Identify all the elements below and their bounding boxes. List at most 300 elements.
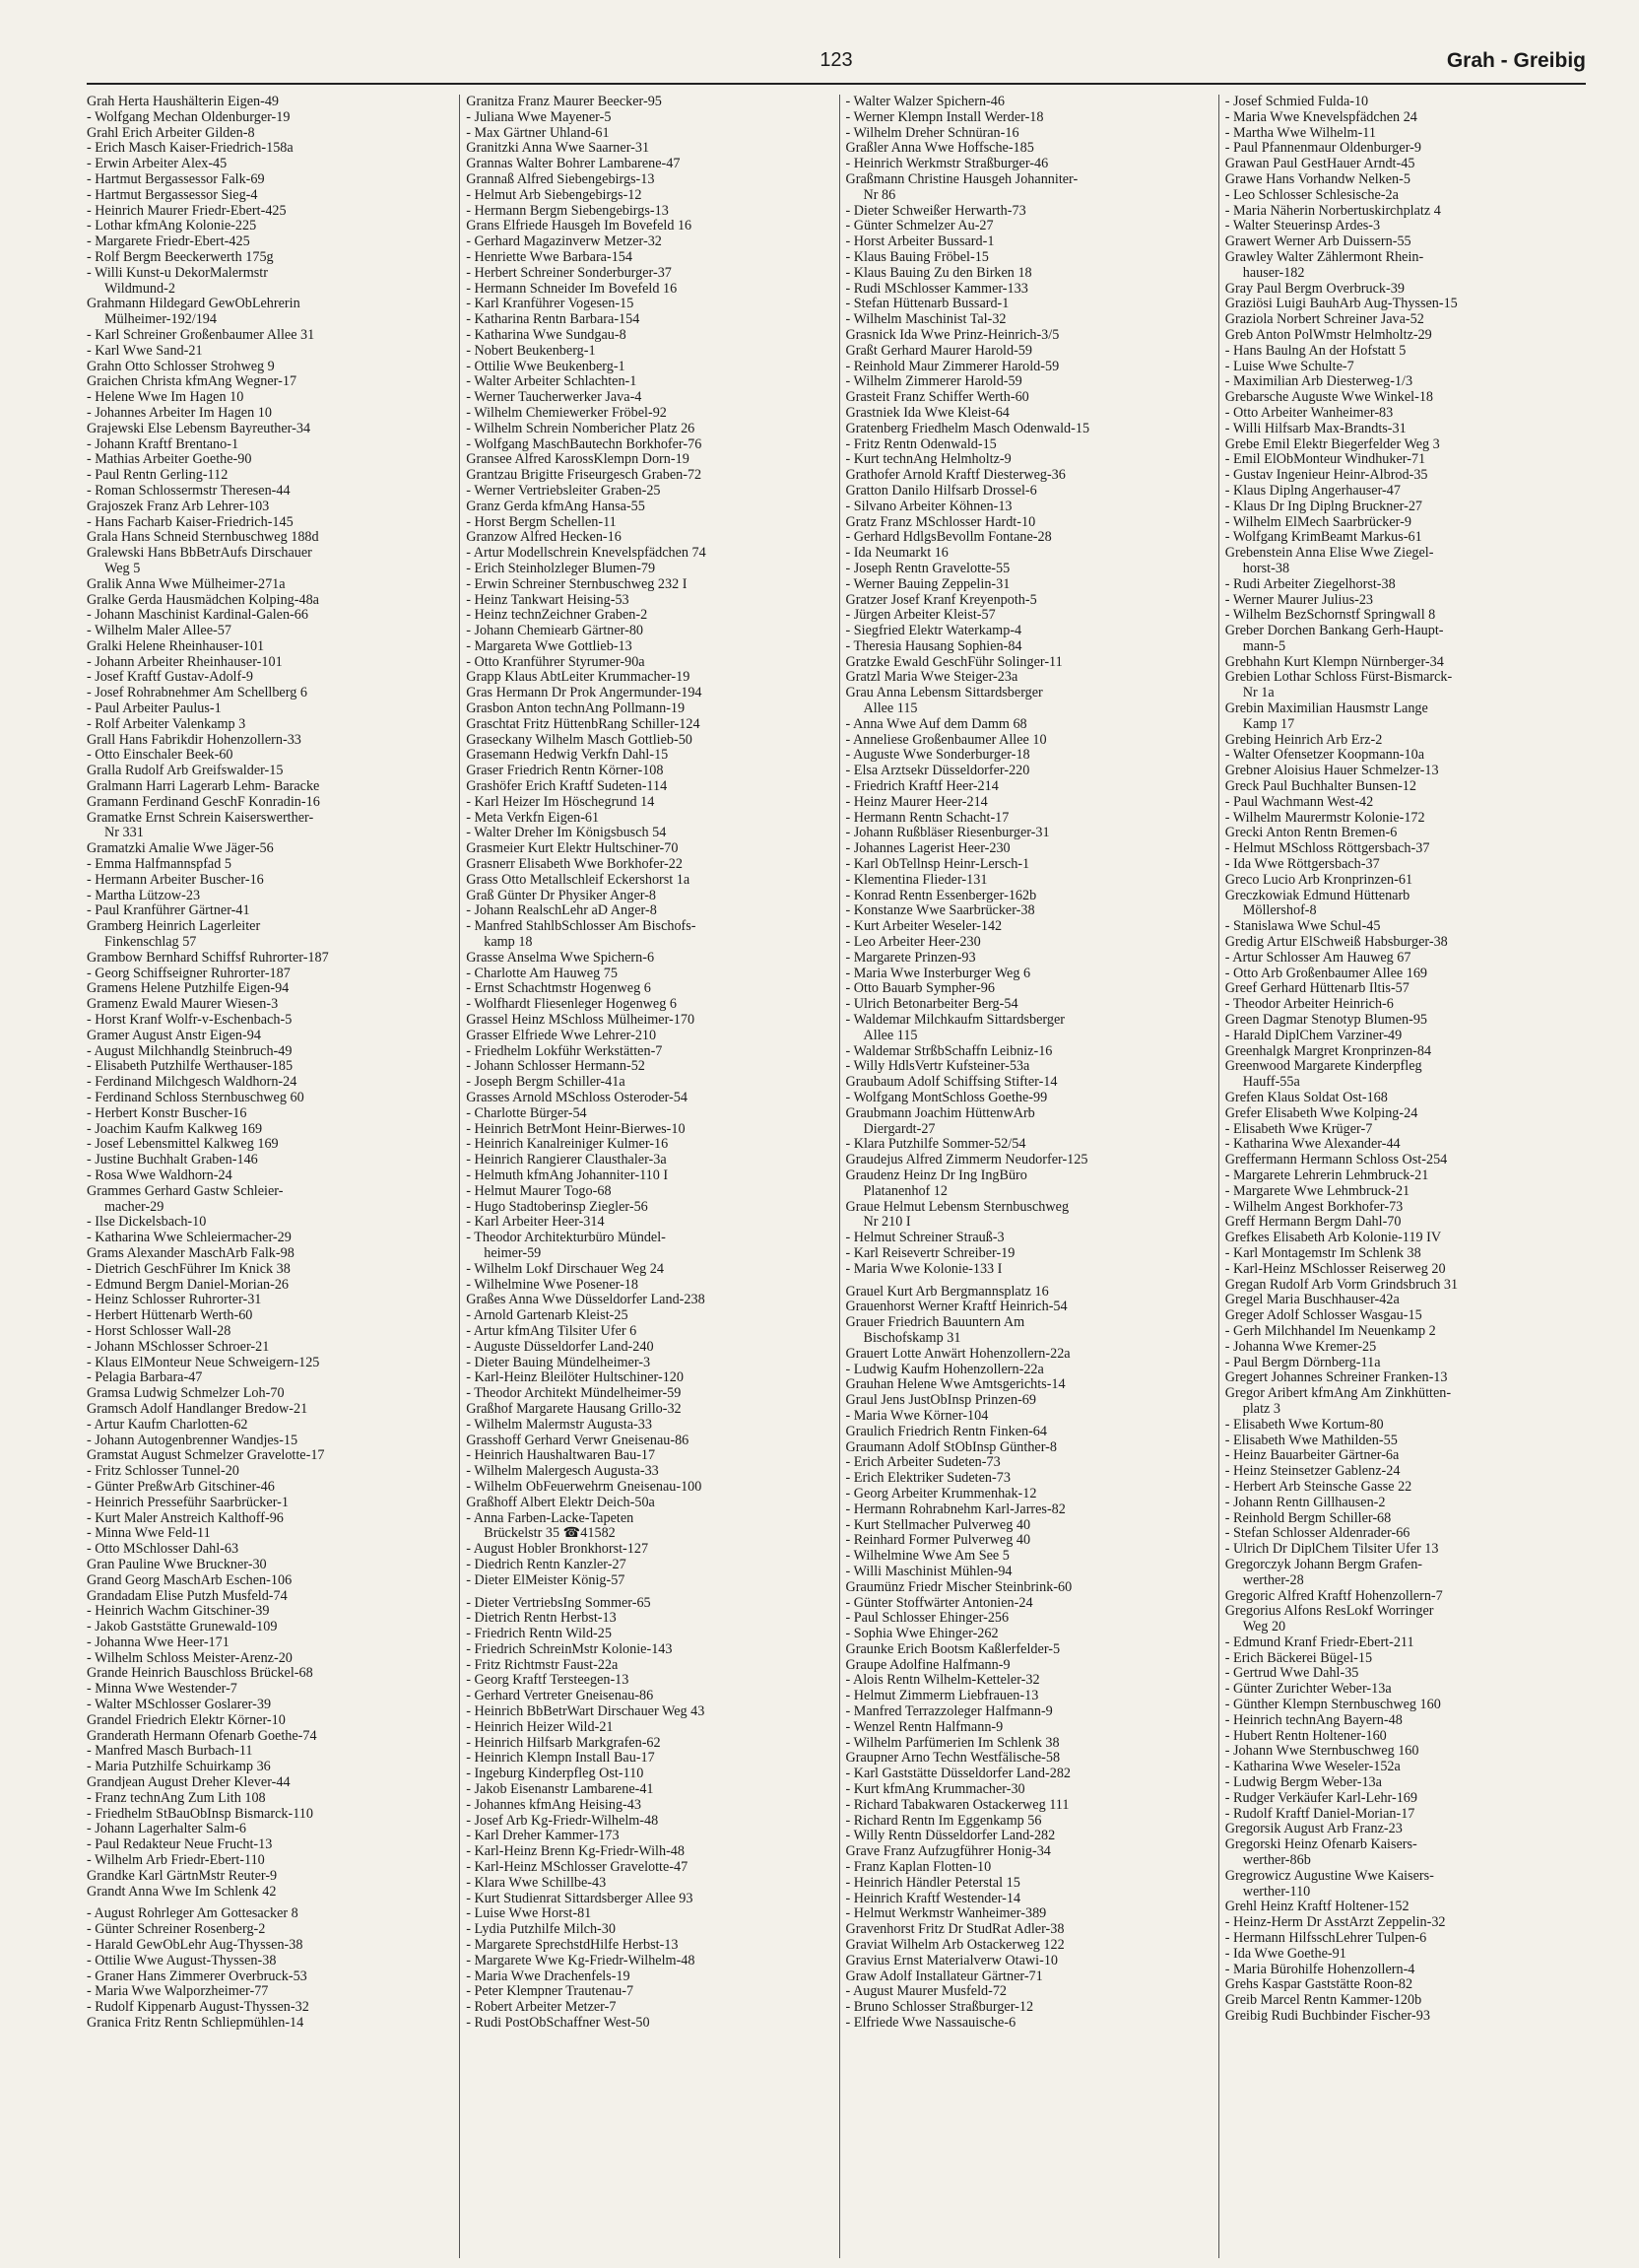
directory-entry: - Luise Wwe Horst-81: [466, 1905, 592, 1922]
directory-entry: - Helmut MSchloss Röttgersbach-37: [1224, 840, 1430, 857]
directory-entry: - Gerhard Magazinverw Metzer-32: [466, 233, 662, 250]
directory-entry: - Hans Baulng An der Hofstatt 5: [1224, 342, 1407, 359]
directory-entry: - Bruno Schlosser Straßburger-12: [845, 1999, 1034, 2016]
directory-entry: Graumann Adolf StObInsp Günther-8: [845, 1438, 1057, 1455]
directory-entry: Weg 20: [1242, 1619, 1286, 1635]
directory-entry: Graschtat Fritz HüttenbRang Schiller-124: [466, 715, 700, 732]
directory-entry: - Dieter Schweißer Herwarth-73: [845, 202, 1026, 219]
directory-entry: - Wilhelm Chemiewerker Fröbel-92: [466, 404, 667, 421]
directory-entry: Greck Paul Buchhalter Bunsen-12: [1224, 778, 1416, 795]
directory-entry: - Heinrich Maurer Friedr-Ebert-425: [87, 202, 287, 219]
directory-entry: Graubaum Adolf Schiffsing Stifter-14: [845, 1074, 1058, 1091]
directory-entry: - Minna Wwe Feld-11: [87, 1525, 211, 1542]
directory-entry: - Erwin Arbeiter Alex-45: [87, 156, 228, 172]
directory-entry: - Hermann Rentn Schacht-17: [845, 809, 1010, 826]
directory-entry: - Georg Arbeiter Krummenhak-12: [845, 1485, 1037, 1501]
header-rule: [87, 83, 1586, 85]
directory-entry: - Elisabeth Wwe Krüger-7: [1224, 1120, 1373, 1137]
directory-entry: - Waldemar Milchkaufm Sittardsberger: [845, 1012, 1066, 1029]
directory-entry: - Rolf Arbeiter Valenkamp 3: [87, 715, 246, 732]
directory-entry: - Ulrich Betonarbeiter Berg-54: [845, 996, 1018, 1013]
directory-entry: - Klaus ElMonteur Neue Schweigern-125: [87, 1354, 320, 1370]
directory-entry: - Wilhelmine Wwe Am See 5: [845, 1548, 1010, 1565]
directory-entry: platz 3: [1242, 1400, 1280, 1417]
directory-entry: Grasmeier Kurt Elektr Hultschiner-70: [466, 840, 679, 857]
directory-entry: Grefen Klaus Soldat Ost-168: [1224, 1090, 1388, 1105]
directory-entry: Graue Helmut Lebensm Sternbuschweg: [845, 1198, 1070, 1215]
directory-entry: Gregan Rudolf Arb Vorm Grindsbruch 31: [1224, 1276, 1459, 1293]
directory-entry: Grandadam Elise Putzh Musfeld-74: [87, 1587, 288, 1604]
directory-entry: Grams Alexander MaschArb Falk-98: [87, 1244, 295, 1261]
directory-entry: - Reinhold Maur Zimmerer Harold-59: [845, 358, 1060, 374]
directory-entry: - Reinhold Bergm Schiller-68: [1224, 1509, 1392, 1526]
directory-entry: Grasteit Franz Schiffer Werth-60: [845, 389, 1029, 406]
directory-entry: - Elisabeth Wwe Mathilden-55: [1224, 1432, 1398, 1448]
directory-entry: - Dietrich Rentn Herbst-13: [466, 1610, 617, 1627]
directory-entry: - Herbert Schreiner Sonderburger-37: [466, 264, 672, 281]
directory-entry: - Henriette Wwe Barbara-154: [466, 248, 632, 265]
directory-entry: - Josef Arb Kg-Friedr-Wilhelm-48: [466, 1812, 659, 1829]
directory-entry: Grau Anna Lebensm Sittardsberger: [845, 685, 1043, 701]
directory-entry: Greenwood Margarete Kinderpfleg: [1224, 1058, 1422, 1075]
directory-entry: - Johannes kfmAng Heising-43: [466, 1796, 641, 1813]
directory-entry: - Paul Pfannenmaur Oldenburger-9: [1224, 140, 1421, 157]
directory-entry: - Johann Chemiearb Gärtner-80: [466, 623, 644, 639]
directory-entry: Green Dagmar Stenotyp Blumen-95: [1224, 1012, 1428, 1029]
directory-entry: Grebhahn Kurt Klempn Nürnberger-34: [1224, 653, 1444, 670]
directory-entry: - Horst Arbeiter Bussard-1: [845, 233, 995, 250]
directory-entry: Grebien Lothar Schloss Fürst-Bismarck-: [1224, 669, 1453, 686]
directory-entry: Nr 1a: [1242, 685, 1275, 701]
directory-entry: Gralki Helene Rheinhauser-101: [87, 637, 265, 654]
directory-entry: - Wilhelm Parfümerien Im Schlenk 38: [845, 1734, 1060, 1751]
directory-entry: Gray Paul Bergm Overbruck-39: [1224, 280, 1405, 297]
directory-entry: - Hans Facharb Kaiser-Friedrich-145: [87, 513, 294, 530]
directory-entry: Graviat Wilhelm Arb Ostackerweg 122: [845, 1937, 1065, 1954]
directory-entry: - Leo Arbeiter Heer-230: [845, 934, 981, 951]
directory-entry: - Paul Bergm Dörnberg-11a: [1224, 1354, 1381, 1370]
directory-entry: Graßler Anna Wwe Hoffsche-185: [845, 140, 1034, 157]
directory-entry: - Maria Putzhilfe Schuirkamp 36: [87, 1759, 271, 1775]
directory-entry: Gramatke Ernst Schrein Kaiserswerther-: [87, 809, 314, 826]
directory-entry: - Lothar kfmAng Kolonie-225: [87, 218, 257, 234]
directory-entry: - Paul Arbeiter Paulus-1: [87, 700, 222, 717]
directory-entry: - Josef Rohrabnehmer Am Schellberg 6: [87, 685, 307, 701]
directory-entry: - Theodor Architekt Mündelheimer-59: [466, 1385, 682, 1402]
directory-entry: Gramstat August Schmelzer Gravelotte-17: [87, 1447, 325, 1464]
directory-entry: - Ilse Dickelsbach-10: [87, 1214, 207, 1231]
directory-entry: Grasse Anselma Wwe Spichern-6: [466, 949, 655, 966]
directory-entry: - Karl Arbeiter Heer-314: [466, 1214, 605, 1231]
directory-entry: - Margarete SprechstdHilfe Herbst-13: [466, 1937, 679, 1954]
directory-entry: - Meta Verkfn Eigen-61: [466, 809, 600, 826]
directory-entry: - Josef Schmied Fulda-10: [1224, 95, 1369, 109]
directory-entry: - Kurt kfmAng Krummacher-30: [845, 1781, 1025, 1798]
directory-entry: - Wilhelm Malergesch Augusta-33: [466, 1463, 659, 1480]
directory-entry: - Wolfgang MontSchloss Goethe-99: [845, 1090, 1048, 1105]
directory-entry: - Martha Wwe Wilhelm-11: [1224, 124, 1376, 141]
directory-entry: - Charlotte Am Hauweg 75: [466, 965, 618, 981]
directory-entry: - Katharina Rentn Barbara-154: [466, 311, 640, 328]
directory-entry: Grajoszek Franz Arb Lehrer-103: [87, 498, 270, 514]
directory-entry: Grawan Paul GestHauer Arndt-45: [1224, 156, 1415, 172]
directory-entry: Gregorczyk Johann Bergm Grafen-: [1224, 1556, 1423, 1572]
directory-entry: Grannas Walter Bohrer Lambarene-47: [466, 156, 681, 172]
directory-entry: - Johann Maschinist Kardinal-Galen-66: [87, 607, 308, 624]
directory-entry: - Paul Wachmann West-42: [1224, 793, 1374, 810]
directory-entry: - Horst Kranf Wolfr-v-Eschenbach-5: [87, 1012, 293, 1029]
directory-entry: - Rosa Wwe Waldhorn-24: [87, 1167, 232, 1183]
directory-entry: - Paul Rentn Gerling-112: [87, 467, 229, 484]
directory-entry: Greenhalgk Margret Kronprinzen-84: [1224, 1042, 1432, 1059]
directory-entry: - Mathias Arbeiter Goethe-90: [87, 451, 252, 468]
directory-entry: - Ludwig Kaufm Hohenzollern-22a: [845, 1361, 1044, 1377]
directory-entry: - Lydia Putzhilfe Milch-30: [466, 1921, 616, 1938]
directory-entry: - Sophia Wwe Ehinger-262: [845, 1626, 999, 1642]
directory-entry: - Helene Wwe Im Hagen 10: [87, 389, 244, 406]
directory-entry: Grauer Friedrich Bauuntern Am: [845, 1314, 1025, 1331]
directory-entry: - Johanna Wwe Kremer-25: [1224, 1338, 1377, 1355]
directory-entry: Grah Herta Haushälterin Eigen-49: [87, 95, 280, 109]
directory-entry: - Gerhard HdlgsBevollm Fontane-28: [845, 529, 1052, 546]
directory-entry: - Otto MSchlosser Dahl-63: [87, 1541, 239, 1558]
directory-entry: Allee 115: [863, 700, 918, 717]
directory-entry: - Werner Taucherwerker Java-4: [466, 389, 642, 406]
directory-entry: Grapp Klaus AbtLeiter Krummacher-19: [466, 669, 690, 686]
directory-column: [459, 95, 826, 2258]
directory-entry: - Helmut Zimmerm Liebfrauen-13: [845, 1688, 1039, 1704]
directory-entry: Grasnerr Elisabeth Wwe Borkhofer-22: [466, 856, 683, 873]
directory-entry: - Waldemar StrßbSchaffn Leibniz-16: [845, 1042, 1053, 1059]
directory-entry: - Charlotte Bürger-54: [466, 1104, 587, 1121]
directory-entry: - Otto Bauarb Sympher-96: [845, 980, 995, 997]
directory-entry: - Richard Rentn Im Eggenkamp 56: [845, 1812, 1042, 1829]
directory-entry: Kamp 17: [1242, 715, 1295, 732]
directory-entry: - Wolfhardt Fliesenleger Hogenweg 6: [466, 996, 677, 1013]
directory-entry: - Erich Arbeiter Sudeten-73: [845, 1454, 1001, 1471]
directory-entry: - Richard Tabakwaren Ostackerweg 111: [845, 1796, 1070, 1813]
directory-entry: - Friedrich SchreinMstr Kolonie-143: [466, 1640, 673, 1657]
directory-entry: Graulich Friedrich Rentn Finken-64: [845, 1423, 1047, 1439]
directory-entry: - Heinrich Hilfsarb Markgrafen-62: [466, 1734, 661, 1751]
directory-entry: Diergardt-27: [863, 1120, 936, 1137]
directory-entry: Grawert Werner Arb Duissern-55: [1224, 233, 1411, 250]
directory-entry: - Kurt Arbeiter Weseler-142: [845, 918, 1003, 935]
directory-entry: - Reinhard Former Pulverweg 40: [845, 1532, 1031, 1549]
directory-entry: - Georg Kraftf Tersteegen-13: [466, 1672, 629, 1689]
directory-entry: - Heinrich Kanalreiniger Kulmer-16: [466, 1136, 669, 1153]
directory-entry: Gramens Helene Putzhilfe Eigen-94: [87, 980, 290, 997]
directory-entry: - Dieter VertriebsIng Sommer-65: [466, 1594, 651, 1611]
directory-entry: - Leo Schlosser Schlesische-2a: [1224, 186, 1399, 203]
directory-entry: - Klara Wwe Schillbe-43: [466, 1874, 607, 1891]
directory-entry: Graupner Arno Techn Westfälische-58: [845, 1750, 1061, 1767]
directory-entry: - Ottilie Wwe Beukenberg-1: [466, 358, 625, 374]
directory-entry: - Werner Bauing Zeppelin-31: [845, 575, 1011, 592]
directory-entry: - Heinrich BetrMont Heinr-Bierwes-10: [466, 1120, 686, 1137]
directory-entry: - Juliana Wwe Mayener-5: [466, 108, 612, 125]
directory-entry: - Otto Arb Großenbaumer Allee 169: [1224, 965, 1428, 981]
directory-entry: Gralewski Hans BbBetrAufs Dirschauer: [87, 545, 312, 562]
directory-entry: - Paul Schlosser Ehinger-256: [845, 1610, 1010, 1627]
directory-entry: Grahmann Hildegard GewObLehrerin: [87, 296, 300, 312]
directory-entry: - Karl-Heinz Bleilöter Hultschiner-120: [466, 1369, 684, 1386]
directory-entry: - Johann Lagerhalter Salm-6: [87, 1821, 246, 1837]
directory-entry: Grefer Elisabeth Wwe Kolping-24: [1224, 1104, 1418, 1121]
directory-entry: - Günther Klempn Sternbuschweg 160: [1224, 1697, 1441, 1713]
directory-entry: - Ida Wwe Goethe-91: [1224, 1945, 1346, 1962]
directory-entry: kamp 18: [484, 934, 533, 951]
directory-entry: - Maria Wwe Kolonie-133 I: [845, 1260, 1003, 1277]
directory-column: [87, 95, 447, 2258]
directory-entry: - Ferdinand Schloss Sternbuschweg 60: [87, 1090, 304, 1105]
directory-entry: - Ulrich Dr DiplChem Tilsiter Ufer 13: [1224, 1541, 1439, 1558]
directory-entry: - Erich Masch Kaiser-Friedrich-158a: [87, 140, 294, 157]
directory-entry: Grammes Gerhard Gastw Schleier-: [87, 1182, 284, 1199]
directory-entry: Grebe Emil Elektr Biegerfelder Weg 3: [1224, 435, 1440, 452]
directory-entry: - Heinrich Heizer Wild-21: [466, 1718, 614, 1735]
directory-entry: - Friedrich Kraftf Heer-214: [845, 778, 999, 795]
directory-entry: Graichen Christa kfmAng Wegner-17: [87, 373, 297, 390]
directory-entry: - Wilhelm Schloss Meister-Arenz-20: [87, 1649, 293, 1666]
directory-entry: Grande Heinrich Bauschloss Brückel-68: [87, 1665, 313, 1682]
directory-entry: - Heinz Steinsetzer Gablenz-24: [1224, 1463, 1401, 1480]
directory-entry: - Klaus Diplng Angerhauser-47: [1224, 482, 1401, 499]
directory-entry: - Rudi PostObSchaffner West-50: [466, 2015, 650, 2032]
directory-entry: Gregert Johannes Schreiner Franken-13: [1224, 1369, 1448, 1386]
directory-entry: - Artur kfmAng Tilsiter Ufer 6: [466, 1322, 637, 1339]
directory-entry: - Heinrich Werkmstr Straßburger-46: [845, 156, 1049, 172]
directory-entry: - Georg Schiffseigner Ruhrorter-187: [87, 965, 291, 981]
directory-entry: - Werner Maurer Julius-23: [1224, 591, 1374, 608]
directory-entry: - Maria Näherin Norbertuskirchplatz 4: [1224, 202, 1441, 219]
directory-entry: - Johanna Wwe Heer-171: [87, 1634, 229, 1650]
directory-entry: Grefkes Elisabeth Arb Kolonie-119 IV: [1224, 1230, 1442, 1246]
directory-entry: - Johann Kraftf Brentano-1: [87, 435, 239, 452]
directory-entry: - Franz Kaplan Flotten-10: [845, 1859, 992, 1876]
directory-entry: - Roman Schlossermstr Theresen-44: [87, 482, 291, 499]
directory-entry: Grave Franz Aufzugführer Honig-34: [845, 1843, 1051, 1860]
directory-entry: Graudenz Heinz Dr Ing IngBüro: [845, 1167, 1027, 1183]
directory-entry: - Anneliese Großenbaumer Allee 10: [845, 731, 1047, 748]
directory-entry: - Hermann Rohrabnehm Karl-Jarres-82: [845, 1501, 1066, 1517]
directory-entry: - Elfriede Wwe Nassauische-6: [845, 2015, 1016, 2032]
directory-entry: - Willi Maschinist Mühlen-94: [845, 1563, 1013, 1579]
directory-entry: Grathofer Arnold Kraftf Diesterweg-36: [845, 467, 1066, 484]
directory-entry: - Rolf Bergm Beeckerwerth 175g: [87, 248, 274, 265]
directory-entry: - Hermann HilfsschLehrer Tulpen-6: [1224, 1930, 1427, 1947]
directory-entry: - Karl-Heinz MSchlosser Gravelotte-47: [466, 1859, 688, 1876]
directory-entry: Granderath Hermann Ofenarb Goethe-74: [87, 1727, 317, 1744]
directory-entry: - Minna Wwe Westender-7: [87, 1681, 237, 1698]
directory-entry: Gravenhorst Fritz Dr StudRat Adler-38: [845, 1921, 1065, 1938]
directory-entry: Graß Günter Dr Physiker Anger-8: [466, 887, 657, 903]
directory-entry: mann-5: [1242, 637, 1286, 654]
directory-entry: Gran Pauline Wwe Bruckner-30: [87, 1556, 267, 1572]
directory-entry: - Karl Dreher Kammer-173: [466, 1828, 620, 1844]
directory-entry: Gratzke Ewald GeschFühr Solinger-11: [845, 653, 1063, 670]
directory-entry: - Helmut Arb Siebengebirgs-12: [466, 186, 642, 203]
directory-entry: - Otto Kranführer Styrumer-90a: [466, 653, 645, 670]
directory-entry: - Konrad Rentn Essenberger-162b: [845, 887, 1037, 903]
directory-entry: Gramenz Ewald Maurer Wiesen-3: [87, 996, 279, 1013]
directory-entry: - Karl Montagemstr Im Schlenk 38: [1224, 1244, 1421, 1261]
directory-entry: - Artur Schlosser Am Hauweg 67: [1224, 949, 1411, 966]
directory-entry: Gredig Artur ElSchweiß Habsburger-38: [1224, 934, 1448, 951]
directory-entry: - Walter MSchlosser Goslarer-39: [87, 1697, 272, 1713]
directory-entry: Graudejus Alfred Zimmerm Neudorfer-125: [845, 1152, 1088, 1168]
directory-entry: - Auguste Düsseldorfer Land-240: [466, 1338, 654, 1355]
directory-entry: - Rudi MSchlosser Kammer-133: [845, 280, 1028, 297]
directory-entry: Gregor Aribert kfmAng Am Zinkhütten-: [1224, 1385, 1452, 1402]
directory-entry: - Gerhard Vertreter Gneisenau-86: [466, 1688, 654, 1704]
directory-entry: - Helmut Schreiner Strauß-3: [845, 1230, 1005, 1246]
directory-entry: - Karl Gaststätte Düsseldorfer Land-282: [845, 1766, 1072, 1782]
directory-entry: - Hermann Schneider Im Bovefeld 16: [466, 280, 678, 297]
directory-entry: - Arnold Gartenarb Kleist-25: [466, 1307, 628, 1324]
directory-entry: - Walter Walzer Spichern-46: [845, 95, 1005, 109]
directory-entry: - Harald DiplChem Varziner-49: [1224, 1027, 1403, 1043]
directory-entry: - Herbert Arb Steinsche Gasse 22: [1224, 1478, 1412, 1495]
directory-entry: - Ferdinand Milchgesch Waldhorn-24: [87, 1074, 297, 1091]
directory-entry: Grawley Walter Zählermont Rhein-: [1224, 248, 1424, 265]
directory-entry: werther-28: [1242, 1571, 1304, 1588]
directory-entry: - Wilhelm ObFeuerwehrm Gneisenau-100: [466, 1478, 702, 1495]
directory-entry: Gregrowicz Augustine Wwe Kaisers-: [1224, 1867, 1434, 1884]
directory-entry: - Wolfgang MaschBautechn Borkhofer-76: [466, 435, 702, 452]
directory-entry: - Joachim Kaufm Kalkweg 169: [87, 1120, 263, 1137]
directory-entry: - Edmund Kranf Friedr-Ebert-211: [1224, 1634, 1414, 1650]
directory-entry: Grass Otto Metallschleif Eckershorst 1a: [466, 871, 690, 888]
directory-entry: - Günter Schmelzer Au-27: [845, 218, 994, 234]
directory-entry: - Johannes Lagerist Heer-230: [845, 840, 1011, 857]
directory-entry: - Klara Putzhilfe Sommer-52/54: [845, 1136, 1026, 1153]
directory-entry: Gramer August Anstr Eigen-94: [87, 1027, 261, 1043]
directory-column: [839, 95, 1207, 2258]
directory-entry: - Gustav Ingenieur Heinr-Albrod-35: [1224, 467, 1428, 484]
directory-entry: Grans Elfriede Hausgeh Im Bovefeld 16: [466, 218, 692, 234]
directory-entry: - Heinrich BbBetrWart Dirschauer Weg 43: [466, 1703, 705, 1720]
directory-entry: Graßes Anna Wwe Düsseldorfer Land-238: [466, 1292, 705, 1308]
directory-entry: - Johann Arbeiter Rheinhauser-101: [87, 653, 283, 670]
directory-entry: Greco Lucio Arb Kronprinzen-61: [1224, 871, 1413, 888]
directory-entry: - Friedhelm Lokführ Werkstätten-7: [466, 1042, 663, 1059]
directory-entry: - August Milchhandlg Steinbruch-49: [87, 1042, 293, 1059]
directory-entry: - Margareta Wwe Gottlieb-13: [466, 637, 632, 654]
directory-entry: Grauert Lotte Anwärt Hohenzollern-22a: [845, 1345, 1071, 1362]
directory-entry: - Justine Buchhalt Graben-146: [87, 1152, 258, 1168]
directory-entry: - Wilhelm Malermstr Augusta-33: [466, 1416, 652, 1433]
directory-entry: - Jakob Gaststätte Grunewald-109: [87, 1619, 278, 1635]
directory-entry: - Ida Wwe Röttgersbach-37: [1224, 856, 1380, 873]
directory-entry: Gregoric Alfred Kraftf Hohenzollern-7: [1224, 1587, 1443, 1604]
directory-entry: - August Maurer Musfeld-72: [845, 1983, 1008, 2000]
directory-entry: Graseckany Wilhelm Masch Gottlieb-50: [466, 731, 692, 748]
directory-entry: - Dieter ElMeister König-57: [466, 1571, 625, 1588]
directory-entry: Grala Hans Schneid Sternbuschweg 188d: [87, 529, 319, 546]
directory-entry: - Fritz Rentn Odenwald-15: [845, 435, 997, 452]
directory-entry: Graumünz Friedr Mischer Steinbrink-60: [845, 1578, 1073, 1595]
directory-entry: - Heinz Maurer Heer-214: [845, 793, 988, 810]
directory-entry: Gralik Anna Wwe Mülheimer-271a: [87, 575, 286, 592]
directory-entry: - Diedrich Rentn Kanzler-27: [466, 1556, 626, 1572]
directory-entry: - Elsa Arztsekr Düsseldorfer-220: [845, 763, 1030, 779]
directory-entry: - Alois Rentn Wilhelm-Ketteler-32: [845, 1672, 1040, 1689]
directory-entry: - Friedrich Rentn Wild-25: [466, 1626, 612, 1642]
directory-entry: - Katharina Wwe Alexander-44: [1224, 1136, 1401, 1153]
directory-entry: Grashöfer Erich Kraftf Sudeten-114: [466, 778, 668, 795]
directory-entry: - Otto Arbeiter Wanheimer-83: [1224, 404, 1394, 421]
directory-entry: - Theresia Hausang Sophien-84: [845, 637, 1022, 654]
directory-entry: - Wolfgang KrimBeamt Markus-61: [1224, 529, 1422, 546]
directory-entry: Hauff-55a: [1242, 1074, 1300, 1091]
directory-entry: heimer-59: [484, 1244, 542, 1261]
directory-entry: Grasshoff Gerhard Verwr Gneisenau-86: [466, 1432, 689, 1448]
directory-entry: - Karl-Heinz Brenn Kg-Friedr-Wilh-48: [466, 1843, 685, 1860]
directory-entry: - Helmut Maurer Togo-68: [466, 1182, 612, 1199]
directory-entry: - Wilhelm Maschinist Tal-32: [845, 311, 1007, 328]
directory-entry: Gramsa Ludwig Schmelzer Loh-70: [87, 1385, 285, 1402]
directory-entry: - Heinrich Händler Peterstal 15: [845, 1874, 1020, 1891]
directory-entry: - Wilhelm Arb Friedr-Ebert-110: [87, 1852, 265, 1869]
directory-entry: Brückelstr 35 ☎41582: [484, 1525, 616, 1542]
directory-entry: - Rudger Verkäufer Karl-Lehr-169: [1224, 1789, 1417, 1806]
directory-entry: Gregel Maria Buschhauser-42a: [1224, 1292, 1400, 1308]
directory-entry: - Klementina Flieder-131: [845, 871, 988, 888]
directory-column: [1218, 95, 1586, 2258]
directory-entry: - August Hobler Bronkhorst-127: [466, 1541, 649, 1558]
directory-entry: - Heinrich Rangierer Clausthaler-3a: [466, 1152, 667, 1168]
directory-entry: - Karl-Heinz MSchlosser Reiserweg 20: [1224, 1260, 1446, 1277]
directory-entry: - Werner Klempn Install Werder-18: [845, 108, 1044, 125]
directory-entry: - Friedhelm StBauObInsp Bismarck-110: [87, 1805, 313, 1822]
directory-entry: - Artur Kaufm Charlotten-62: [87, 1416, 248, 1433]
directory-entry: - Ingeburg Kinderpfleg Ost-110: [466, 1766, 644, 1782]
directory-entry: - Johannes Arbeiter Im Hagen 10: [87, 404, 272, 421]
directory-entry: Allee 115: [863, 1027, 918, 1043]
directory-entry: - Margarete Lehrerin Lehmbruck-21: [1224, 1167, 1429, 1183]
directory-entry: Grebarsche Auguste Wwe Winkel-18: [1224, 389, 1434, 406]
directory-entry: Graßmann Christine Hausgeh Johanniter-: [845, 170, 1079, 187]
directory-entry: - Maria Wwe Insterburger Weg 6: [845, 965, 1031, 981]
directory-entry: Grasnick Ida Wwe Prinz-Heinrich-3/5: [845, 326, 1060, 343]
directory-entry: - Paul Redakteur Neue Frucht-13: [87, 1836, 273, 1853]
directory-entry: - Wenzel Rentn Halfmann-9: [845, 1718, 1004, 1735]
directory-entry: - Fritz Richtmstr Faust-22a: [466, 1656, 619, 1673]
directory-entry: - Klaus Bauing Zu den Birken 18: [845, 264, 1032, 281]
directory-entry: Graßhoff Albert Elektr Deich-50a: [466, 1494, 655, 1510]
directory-entry: - Werner Vertriebsleiter Graben-25: [466, 482, 661, 499]
directory-entry: - Karl Reisevertr Schreiber-19: [845, 1244, 1016, 1261]
directory-entry: - Maximilian Arb Diesterweg-1/3: [1224, 373, 1413, 390]
directory-entry: - Heinz Bauarbeiter Gärtner-6a: [1224, 1447, 1400, 1464]
directory-entry: - Heinrich Haushaltwaren Bau-17: [466, 1447, 656, 1464]
directory-entry: - Joseph Bergm Schiller-41a: [466, 1074, 625, 1091]
directory-entry: - Johann Schlosser Hermann-52: [466, 1058, 645, 1075]
directory-entry: Grasbon Anton technAng Pollmann-19: [466, 700, 686, 717]
directory-entry: Gratton Danilo Hilfsarb Drossel-6: [845, 482, 1037, 499]
directory-entry: - Paul Kranführer Gärtner-41: [87, 902, 250, 919]
directory-entry: - Erich Elektriker Sudeten-73: [845, 1470, 1011, 1487]
directory-entry: Gratenberg Friedhelm Masch Odenwald-15: [845, 420, 1090, 436]
directory-entry: Grastniek Ida Wwe Kleist-64: [845, 404, 1010, 421]
directory-entry: - Anna Farben-Lacke-Tapeten: [466, 1509, 634, 1526]
directory-entry: - Horst Schlosser Wall-28: [87, 1322, 231, 1339]
directory-entry: - Joseph Rentn Gravelotte-55: [845, 560, 1011, 576]
directory-entry: - Karl Kranführer Vogesen-15: [466, 296, 634, 312]
directory-entry: - Dietrich GeschFührer Im Knick 38: [87, 1260, 291, 1277]
directory-entry: Greffermann Hermann Schloss Ost-254: [1224, 1152, 1448, 1168]
